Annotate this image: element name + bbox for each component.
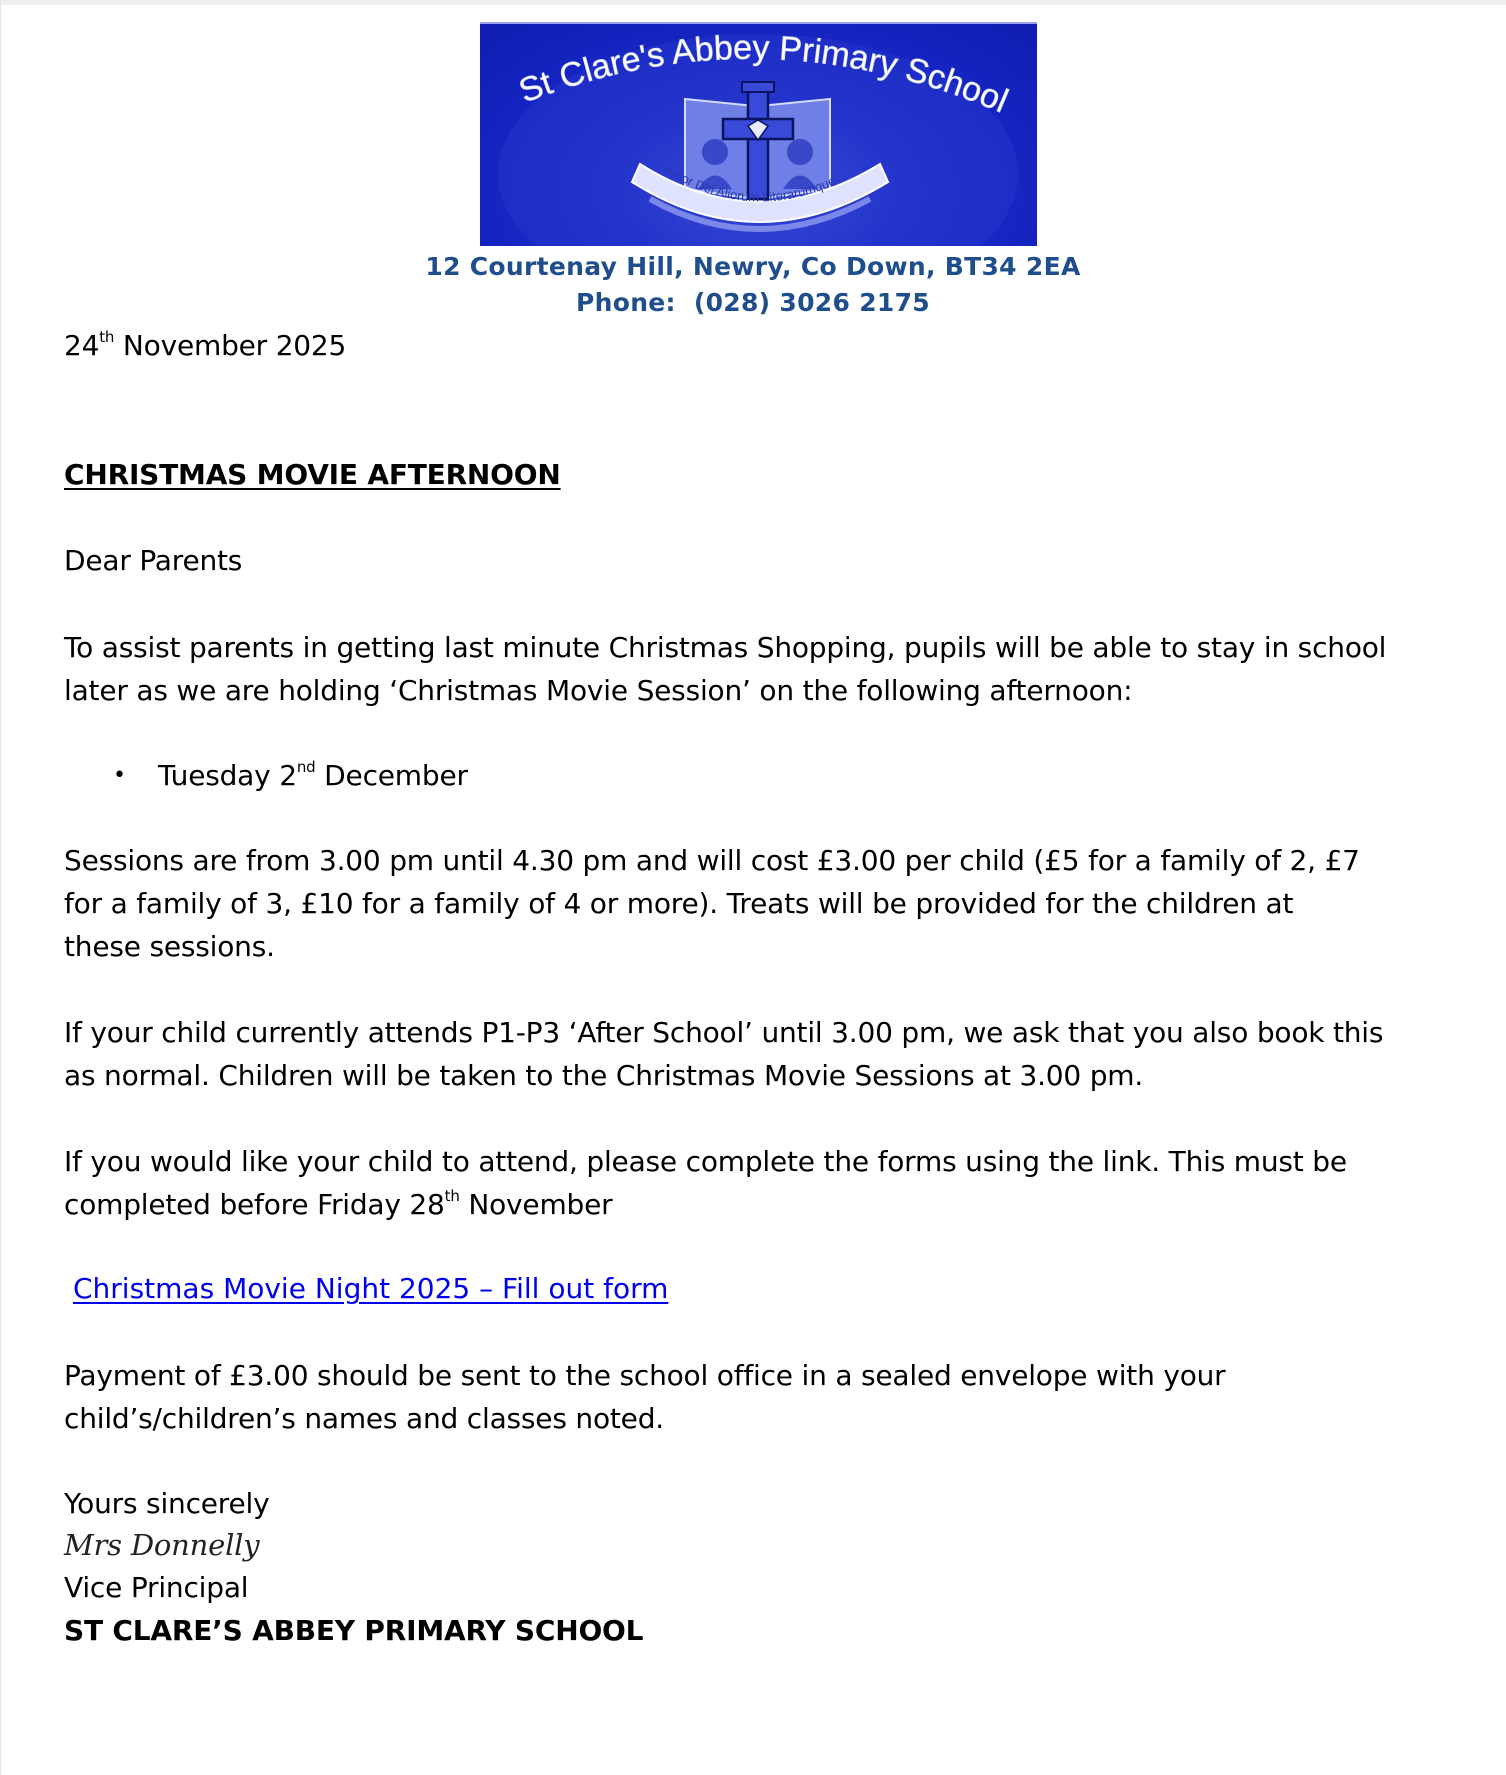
form-link[interactable]: Christmas Movie Night 2025 – Fill out form	[73, 1272, 669, 1305]
school-crest-icon	[480, 24, 1037, 246]
school-logo	[480, 22, 1037, 246]
letter-date: 24th November 2025	[64, 328, 347, 362]
bullet-icon: •	[113, 763, 126, 788]
para3-line1: If your child currently attends P1-P3 ‘After School’ until 3.00 pm, we ask that you also book this	[64, 1016, 1384, 1049]
para2-line2: for a family of 3, £10 for a family of 4 or more). Treats will be provided for the children at	[64, 887, 1294, 920]
signatory-title: Vice Principal	[64, 1571, 249, 1604]
para1-line2: later as we are holding ‘Christmas Movie Session’ on the following afternoon:	[64, 674, 1133, 707]
para2-line1: Sessions are from 3.00 pm until 4.30 pm and will cost £3.00 per child (£5 for a family of 2, £7	[64, 844, 1360, 877]
svg-text:St Clare's Abbey Primary Schoo: St Clare's Abbey Primary School	[513, 28, 1014, 121]
para4-line1: If you would like your child to attend, please complete the forms using the link. This must be	[64, 1145, 1347, 1178]
page-top-border	[0, 0, 1506, 5]
school-phone	[0, 288, 1506, 317]
salutation: Dear Parents	[64, 544, 243, 577]
phone-label: Phone:	[576, 288, 676, 317]
para2-line3: these sessions.	[64, 930, 275, 963]
para5-line2: child’s/children’s names and classes noted.	[64, 1402, 664, 1435]
letter-heading: CHRISTMAS MOVIE AFTERNOON	[64, 458, 561, 491]
school-address: 12 Courtenay Hill, Newry, Co Down, BT34 2EA	[425, 252, 1081, 281]
para1-line1: To assist parents in getting last minute Christmas Shopping, pupils will be able to stay in school	[64, 631, 1387, 664]
para5-line1: Payment of £3.00 should be sent to the school office in a sealed envelope with your	[64, 1359, 1226, 1392]
para3-line2: as normal. Children will be taken to the Christmas Movie Sessions at 3.00 pm.	[64, 1059, 1144, 1092]
phone-number: (028) 3026 2175	[693, 288, 930, 317]
para4-line2: completed before Friday 28th November	[64, 1187, 613, 1221]
closing: Yours sincerely	[64, 1487, 270, 1520]
bullet-date: Tuesday 2nd December	[158, 758, 468, 792]
signature: Mrs Donnelly	[64, 1528, 260, 1562]
svg-text:Amor Dei Aliorum Literarumque: Amor Dei Aliorum Literarumque	[662, 161, 838, 205]
school-name-signoff: ST CLARE’S ABBEY PRIMARY SCHOOL	[64, 1614, 644, 1647]
